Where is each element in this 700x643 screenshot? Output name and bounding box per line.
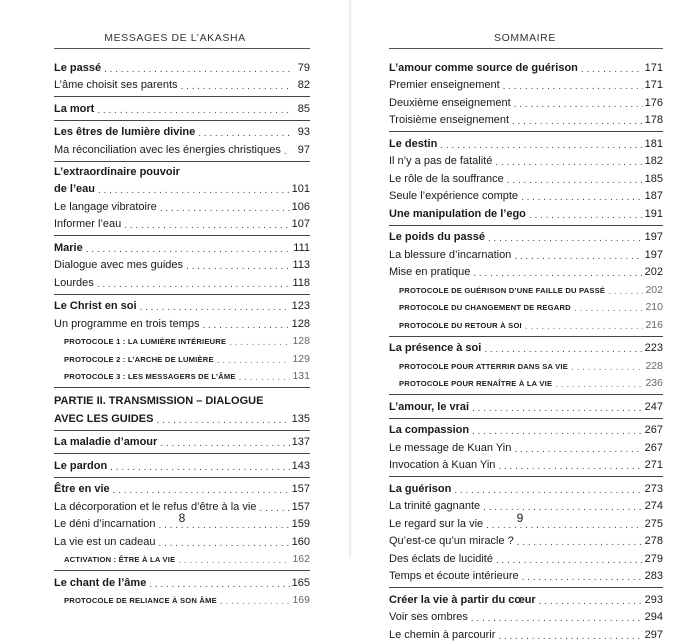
section-divider	[389, 587, 663, 588]
dot-leader	[107, 461, 290, 474]
toc-section-entry[interactable]	[389, 169, 663, 187]
right-page	[350, 0, 700, 641]
entry-page-number: 223	[644, 342, 663, 354]
dot-leader	[195, 127, 290, 140]
entry-title: Il n’y a pas de fatalité	[389, 155, 493, 167]
entry-title: Qu’est-ce qu’un miracle ?	[389, 535, 514, 547]
dot-leader	[101, 63, 290, 76]
entry-page-number: 182	[644, 155, 663, 167]
entry-title: La maladie d’amour	[54, 436, 158, 448]
toc-chapter-entry[interactable]	[54, 180, 310, 198]
section-divider	[54, 294, 310, 295]
toc-section-entry[interactable]	[389, 608, 663, 626]
dot-leader	[137, 301, 290, 314]
entry-page-number: 185	[644, 172, 663, 185]
toc-protocol-entry[interactable]	[54, 367, 310, 385]
dot-leader	[178, 80, 290, 93]
entry-page-number: 283	[644, 570, 663, 582]
entry-title: Être en vie	[54, 483, 110, 495]
toc-section-entry[interactable]	[389, 456, 663, 474]
dot-leader	[500, 80, 643, 93]
dot-leader	[485, 232, 643, 245]
dot-leader	[94, 278, 290, 291]
entry-page-number: 128	[292, 335, 310, 347]
entry-page-number: 118	[292, 276, 310, 289]
entry-title: Deuxième enseignement	[389, 96, 511, 109]
toc-section-entry[interactable]	[389, 625, 663, 643]
toc-chapter-entry[interactable]	[54, 58, 310, 76]
toc-chapter-entry[interactable]	[389, 134, 663, 152]
toc-section-entry[interactable]	[54, 140, 310, 158]
dot-leader	[470, 267, 643, 280]
running-header: SOMMAIRE	[494, 32, 556, 44]
entry-title: La vie est un cadeau	[54, 535, 156, 548]
entry-title: Marie	[54, 241, 83, 254]
dot-leader	[110, 484, 290, 497]
entry-page-number: 113	[292, 259, 310, 271]
dot-leader	[469, 425, 643, 438]
entry-title: La décorporation et le refus d’être à la vie	[54, 500, 257, 513]
toc-protocol-entry[interactable]	[54, 332, 310, 350]
toc-chapter-entry[interactable]	[54, 480, 310, 498]
dot-leader	[468, 612, 643, 625]
section-divider	[54, 430, 310, 431]
dot-leader	[153, 414, 290, 427]
toc-heading: L’extraordinaire pouvoir	[54, 165, 180, 178]
entry-title: La mort	[54, 102, 95, 115]
toc-section-entry[interactable]	[54, 256, 310, 274]
entry-title: PROTOCOLE DU RETOUR À SOI	[399, 320, 522, 330]
toc-section-entry[interactable]	[389, 152, 663, 170]
dot-leader	[522, 320, 643, 333]
toc-chapter-entry[interactable]	[389, 58, 663, 76]
dot-leader	[83, 243, 290, 256]
entry-page-number: 93	[297, 126, 310, 138]
toc-protocol-entry[interactable]	[389, 298, 663, 316]
entry-title: Le chemin à parcourir	[389, 628, 496, 641]
dot-leader	[437, 139, 643, 152]
entry-title: Mise en pratique	[389, 266, 471, 278]
toc-protocol-entry[interactable]	[54, 349, 310, 367]
section-divider	[54, 120, 310, 121]
toc-heading: PARTIE II. TRANSMISSION – DIALOGUE	[54, 395, 264, 407]
toc-section-entry[interactable]	[389, 549, 663, 567]
dot-leader	[518, 191, 643, 204]
section-divider	[389, 225, 663, 226]
entry-page-number: 101	[291, 183, 310, 195]
entry-title: Voir ses ombres	[389, 611, 468, 623]
entry-page-number: 97	[297, 143, 310, 156]
toc-protocol-entry[interactable]	[54, 550, 310, 568]
dot-leader	[504, 174, 643, 187]
dot-leader	[511, 250, 643, 263]
entry-title: Ma réconciliation avec les énergies christiques	[54, 143, 281, 156]
entry-title: Le passé	[54, 61, 102, 74]
toc-section-entry[interactable]	[389, 111, 663, 129]
toc-protocol-entry[interactable]	[54, 591, 310, 609]
entry-title: Premier enseignement	[389, 79, 500, 91]
entry-page-number: 135	[291, 412, 310, 425]
toc-chapter-entry[interactable]	[54, 573, 310, 591]
toc-section-entry[interactable]	[389, 187, 663, 205]
entry-page-number: 202	[645, 283, 663, 296]
entry-title: Une manipulation de l’ego	[389, 207, 526, 220]
toc-section-entry[interactable]	[389, 532, 663, 550]
toc-section-entry[interactable]	[54, 314, 310, 332]
dot-leader	[175, 554, 290, 567]
left-page	[0, 0, 350, 606]
entry-title: L’amour, le vrai	[389, 400, 470, 413]
entry-page-number: 210	[645, 301, 663, 313]
entry-page-number: 181	[644, 137, 663, 150]
dot-leader	[214, 354, 290, 367]
entry-page-number: 111	[293, 241, 310, 254]
dot-leader	[156, 537, 290, 550]
dot-leader	[493, 554, 643, 567]
entry-title: Le destin	[389, 137, 438, 150]
dot-leader	[217, 595, 290, 608]
section-divider	[389, 476, 663, 477]
entry-title: Temps et écoute intérieure	[389, 570, 519, 582]
toc-chapter-entry[interactable]	[54, 123, 310, 141]
entry-title: Le poids du passé	[389, 231, 485, 243]
entry-page-number: 267	[644, 424, 663, 436]
entry-page-number: 216	[645, 318, 663, 331]
entry-title: Un programme en trois temps	[54, 317, 200, 330]
entry-title: Des éclats de lucidité	[389, 552, 493, 565]
entry-title: ACTIVATION : ÊTRE À LA VIE	[64, 555, 176, 564]
entry-title: La blessure d’incarnation	[389, 248, 512, 261]
entry-page-number: 171	[644, 61, 663, 74]
dot-leader	[200, 319, 291, 332]
dot-leader	[568, 361, 643, 374]
entry-page-number: 157	[291, 500, 310, 513]
dot-leader	[514, 536, 643, 549]
entry-title: PROTOCOLE DE GUÉRISON D’UNE FAILLE DU PASSÉ	[399, 285, 606, 295]
entry-title: Invocation à Kuan Yin	[389, 459, 496, 471]
dot-leader	[236, 371, 290, 384]
toc-section-entry[interactable]	[389, 438, 663, 456]
toc-protocol-entry[interactable]	[389, 280, 663, 298]
entry-page-number: 279	[644, 552, 663, 565]
entry-title: PROTOCOLE 2 : L’ARCHE DE LUMIÈRE	[64, 354, 214, 364]
page-number: 9	[516, 511, 524, 525]
entry-title: Les êtres de lumière divine	[54, 126, 196, 138]
entry-page-number: 274	[644, 500, 663, 512]
toc-section-entry[interactable]	[54, 273, 310, 291]
entry-title: Créer la vie à partir du cœur	[389, 593, 536, 606]
entry-title: Informer l’eau	[54, 218, 122, 230]
entry-page-number: 293	[644, 593, 663, 606]
dot-leader	[146, 578, 290, 591]
entry-page-number: 278	[644, 535, 663, 547]
entry-title: La guérison	[389, 482, 452, 495]
entry-title: PROTOCOLE DU CHANGEMENT DE REGARD	[399, 303, 571, 312]
dot-leader	[495, 460, 643, 473]
entry-page-number: 165	[291, 576, 310, 589]
entry-page-number: 228	[645, 359, 663, 372]
entry-title: PROTOCOLE POUR ATTERRIR DANS SA VIE	[399, 361, 569, 371]
toc-chapter-entry[interactable]	[54, 297, 310, 315]
dot-leader	[536, 595, 643, 608]
entry-title: Le déni d’incarnation	[54, 518, 156, 530]
dot-leader	[95, 184, 290, 197]
entry-title: PROTOCOLE POUR RENAÎTRE À LA VIE	[399, 379, 553, 388]
entry-page-number: 202	[644, 266, 663, 278]
dot-leader	[481, 343, 643, 356]
dot-leader	[183, 260, 290, 273]
entry-title: L’amour comme source de guérison	[389, 61, 578, 74]
section-divider	[389, 336, 663, 337]
toc-section-entry[interactable]	[389, 263, 663, 281]
entry-title: PROTOCOLE 1 : LA LUMIÈRE INTÉRIEURE	[64, 337, 227, 346]
entry-page-number: 162	[292, 553, 310, 565]
entry-page-number: 275	[644, 517, 663, 530]
entry-page-number: 107	[291, 218, 310, 230]
toc-chapter-entry[interactable]	[54, 238, 310, 256]
dot-leader	[495, 630, 643, 643]
entry-page-number: 160	[291, 535, 310, 548]
entry-page-number: 123	[291, 300, 310, 312]
entry-page-number: 267	[644, 441, 663, 454]
dot-leader	[605, 285, 643, 298]
toc-protocol-entry[interactable]	[389, 356, 663, 374]
section-divider	[54, 570, 310, 571]
entry-title: AVEC LES GUIDES	[54, 412, 154, 425]
toc-section-entry[interactable]	[389, 245, 663, 263]
toc-protocol-entry[interactable]	[389, 374, 663, 392]
section-divider	[54, 161, 310, 162]
entry-page-number: 191	[644, 207, 663, 220]
entry-title: de l’eau	[54, 183, 95, 195]
entry-title: Dialogue avec mes guides	[54, 259, 184, 271]
toc-section-entry[interactable]	[54, 532, 310, 550]
entry-page-number: 129	[292, 352, 310, 365]
dot-leader	[121, 219, 290, 232]
entry-page-number: 197	[644, 248, 663, 261]
toc-chapter-entry[interactable]	[389, 397, 663, 415]
entry-title: La compassion	[389, 424, 470, 436]
entry-page-number: 137	[291, 436, 310, 448]
entry-page-number: 176	[644, 96, 663, 109]
dot-leader	[492, 156, 643, 169]
dot-leader	[469, 402, 643, 415]
dot-leader	[509, 115, 643, 128]
entry-page-number: 106	[291, 200, 310, 213]
toc-section-entry[interactable]	[54, 76, 310, 94]
dot-leader	[451, 484, 643, 497]
table-of-contents	[389, 58, 663, 643]
section-divider	[54, 453, 310, 454]
entry-page-number: 273	[644, 482, 663, 495]
section-divider	[54, 235, 310, 236]
toc-section-entry[interactable]	[54, 197, 310, 215]
entry-page-number: 236	[645, 377, 663, 389]
entry-page-number: 143	[291, 459, 310, 472]
entry-page-number: 247	[644, 400, 663, 413]
toc-chapter-entry[interactable]	[389, 339, 663, 357]
toc-chapter-entry[interactable]	[389, 590, 663, 608]
entry-page-number: 82	[297, 79, 310, 91]
header-rule	[54, 48, 310, 49]
dot-leader	[578, 63, 643, 76]
toc-section-entry[interactable]	[389, 93, 663, 111]
toc-chapter-entry[interactable]	[54, 99, 310, 117]
toc-protocol-entry[interactable]	[389, 315, 663, 333]
dot-leader	[94, 104, 290, 117]
entry-page-number: 187	[644, 190, 663, 202]
entry-page-number: 171	[644, 79, 663, 91]
entry-page-number: 197	[644, 231, 663, 243]
entry-title: Lourdes	[54, 276, 94, 289]
dot-leader	[511, 98, 643, 111]
entry-page-number: 297	[644, 628, 663, 641]
toc-chapter-entry[interactable]	[54, 456, 310, 474]
section-divider	[389, 131, 663, 132]
toc-chapter-entry[interactable]	[54, 433, 310, 451]
entry-page-number: 128	[291, 317, 310, 330]
entry-title: Le regard sur la vie	[389, 517, 484, 530]
toc-section-entry[interactable]	[54, 215, 310, 233]
dot-leader	[571, 302, 643, 315]
entry-page-number: 271	[644, 459, 663, 471]
entry-title: PROTOCOLE DE RELIANCE À SON ÂME	[64, 596, 217, 605]
header-rule	[389, 48, 663, 49]
dot-leader	[157, 202, 290, 215]
entry-title: Le pardon	[54, 459, 108, 472]
entry-title: Le langage vibratoire	[54, 200, 157, 213]
entry-page-number: 85	[297, 102, 310, 115]
dot-leader	[226, 336, 290, 349]
dot-leader	[281, 145, 290, 158]
entry-title: La trinité gagnante	[389, 500, 481, 512]
entry-title: PROTOCOLE 3 : LES MESSAGERS DE L’ÂME	[64, 372, 236, 381]
toc-section-entry[interactable]	[389, 76, 663, 94]
toc-chapter-entry[interactable]	[389, 421, 663, 439]
dot-leader	[511, 443, 643, 456]
entry-title: Troisième enseignement	[389, 114, 510, 126]
entry-title: Le Christ en soi	[54, 300, 137, 312]
entry-page-number: 79	[297, 61, 310, 74]
dot-leader	[552, 378, 643, 391]
entry-page-number: 159	[291, 518, 310, 530]
entry-title: Le rôle de la souffrance	[389, 172, 504, 185]
section-divider	[389, 394, 663, 395]
dot-leader	[519, 571, 643, 584]
entry-title: Le message de Kuan Yin	[389, 441, 512, 454]
entry-page-number: 294	[644, 611, 663, 623]
entry-title: L’âme choisit ses parents	[54, 79, 178, 91]
dot-leader	[157, 437, 290, 450]
section-divider	[389, 418, 663, 419]
entry-page-number: 169	[292, 594, 310, 606]
toc-section-entry[interactable]	[389, 567, 663, 585]
table-of-contents	[54, 58, 310, 608]
toc-chapter-entry[interactable]	[389, 204, 663, 222]
toc-chapter-entry[interactable]	[54, 409, 310, 427]
toc-chapter-entry[interactable]	[389, 228, 663, 246]
toc-chapter-entry[interactable]	[389, 479, 663, 497]
entry-page-number: 157	[291, 483, 310, 495]
section-divider	[54, 477, 310, 478]
section-divider	[54, 387, 310, 388]
entry-page-number: 131	[292, 370, 310, 382]
entry-title: La présence à soi	[389, 342, 482, 354]
running-header: MESSAGES DE L’AKASHA	[104, 32, 246, 44]
entry-title: Le chant de l’âme	[54, 576, 147, 589]
page-number: 8	[178, 511, 186, 525]
dot-leader	[526, 209, 643, 222]
entry-title: Seule l’expérience compte	[389, 190, 519, 202]
entry-page-number: 178	[644, 114, 663, 126]
section-divider	[54, 96, 310, 97]
